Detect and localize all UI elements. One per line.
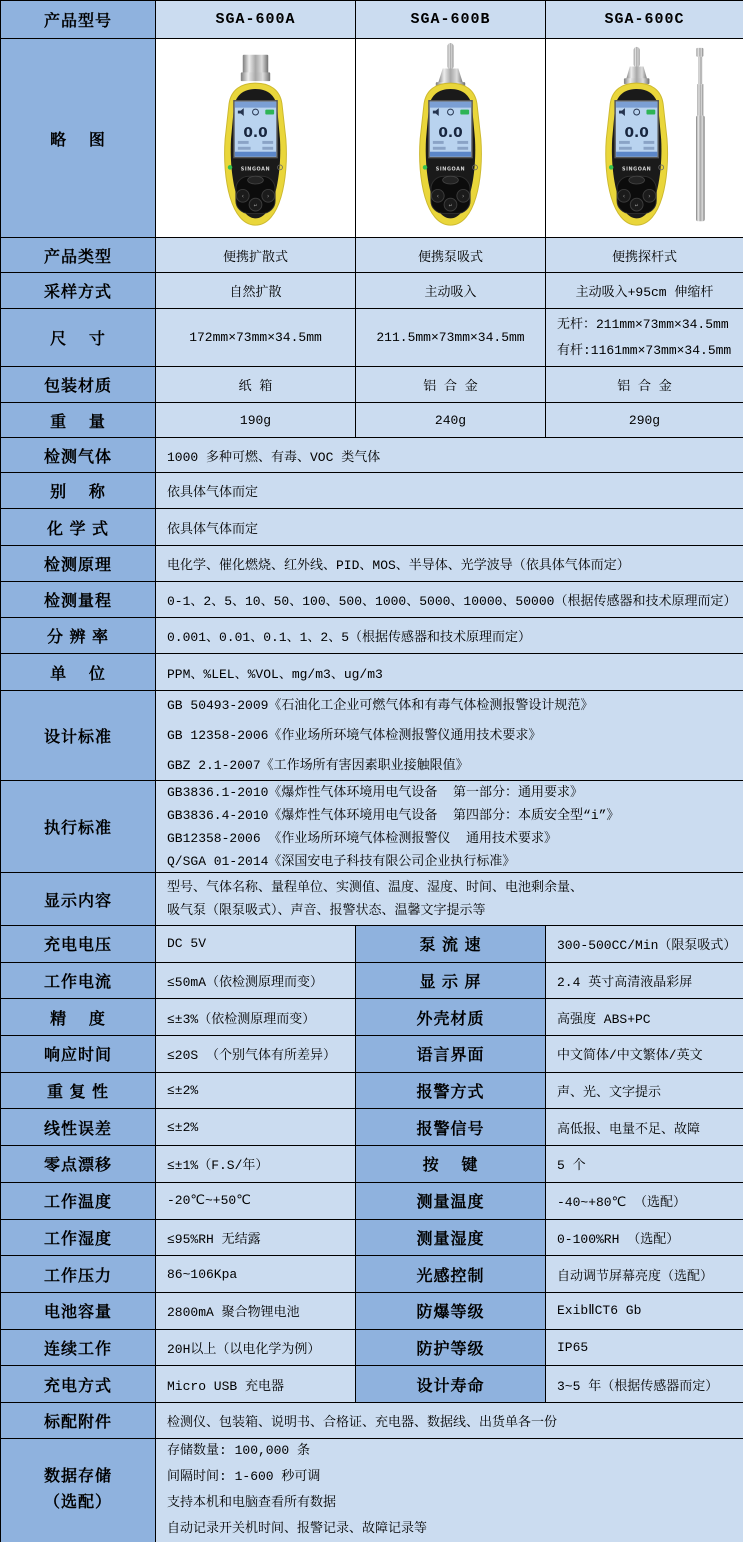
dual-value-2: 300-500CC/Min（限泵吸式） [546,926,743,963]
row-design-standard [1,691,743,781]
row-product-type [1,238,743,273]
device-image-sga-600c [546,39,743,238]
telescopic-rod [696,115,705,221]
header-label: 产品型号 [1,1,156,39]
dual-label-2: 光感控制 [356,1256,546,1293]
value-principle: 电化学、催化燃烧、红外线、PID、MOS、半导体、光学波导（依具体气体而定） [156,546,743,582]
dual-value-1: ≤50mA（依检测原理而变） [156,963,356,1000]
design-standard-line3: GBZ 2.1-2007《工作场所有害因素职业接触限值》 [167,757,469,773]
value-packaging-a: 纸 箱 [156,367,356,403]
value-product-type-b: 便携泵吸式 [356,238,546,273]
dual-label-2: 外壳材质 [356,999,546,1036]
dual-label-1: 零点漂移 [1,1146,156,1183]
dual-spec-row [1,1109,743,1146]
label-display-content: 显示内容 [1,873,156,926]
dual-value-1: DC 5V [156,926,356,963]
label-alias: 别 称 [1,473,156,509]
label-principle: 检测原理 [1,546,156,582]
dual-spec-row [1,1293,743,1330]
device-body [606,83,668,225]
value-size-c-line1: 无杆：211mm×73mm×34.5mm [557,316,729,332]
dual-value-2: 声、光、文字提示 [546,1073,743,1110]
exec-standard-line2: GB3836.4-2010《爆炸性气体环境用电气设备 第四部分：本质安全型“i”》 [167,807,620,823]
data-storage-label-line2: （选配） [43,1494,112,1512]
dual-value-2: 高低报、电量不足、故障 [546,1109,743,1146]
label-product-type: 产品类型 [1,238,156,273]
dual-value-2: 3~5 年（根据传感器而定） [546,1366,743,1403]
status-led [609,165,614,170]
value-data-storage [156,1439,743,1542]
dual-label-1: 精 度 [1,999,156,1036]
device-illustration-B [378,42,523,234]
dual-label-2: 防爆等级 [356,1293,546,1330]
device-screen-value: 0.0 [438,125,463,142]
battery-icon [460,110,469,115]
dual-value-1: ≤95%RH 无结露 [156,1220,356,1257]
data-storage-line3: 支持本机和电脑查看所有数据 [167,1495,337,1511]
value-size-b: 211.5mm×73mm×34.5mm [356,309,546,367]
model-name-a: SGA-600A [156,1,356,39]
value-product-type-c: 便携探杆式 [546,238,743,273]
value-resolution: 0.001、0.01、0.1、1、2、5（根据传感器和技术原理而定） [156,618,743,654]
value-packaging-c: 铝 合 金 [546,367,743,403]
dual-value-2: 5 个 [546,1146,743,1183]
device-screen-value: 0.0 [243,125,268,142]
value-product-type-a: 便携扩散式 [156,238,356,273]
status-led [228,165,233,170]
value-accessories: 检测仪、包装箱、说明书、合格证、充电器、数据线、出货单各一份 [156,1403,743,1439]
row-display-content [1,873,743,926]
dual-label-2: 防护等级 [356,1330,546,1367]
status-led [423,165,428,170]
svg-text:‹: ‹ [241,194,244,201]
label-exec-standard: 执行标准 [1,781,156,873]
sketch-row [1,39,743,238]
value-range: 0-1、2、5、10、50、100、500、1000、5000、10000、50000（根据传感器和技术原理而定） [156,582,743,618]
exec-standard-line3: GB12358-2006 《作业场所环境气体检测报警仪 通用技术要求》 [167,830,558,846]
data-storage-line4: 自动记录开关机时间、报警记录、故障记录等 [167,1521,428,1537]
svg-text:↵: ↵ [634,203,639,210]
svg-text:↵: ↵ [253,203,258,210]
row-data-storage [1,1439,743,1542]
exec-standard-line1: GB3836.1-2010《爆炸性气体环境用电气设备 第一部分：通用要求》 [167,784,584,800]
label-gas: 检测气体 [1,438,156,473]
dual-spec-row [1,1183,743,1220]
value-weight-c: 290g [546,403,743,438]
svg-text:›: › [648,194,651,201]
label-unit: 单 位 [1,654,156,691]
dual-value-1: ≤±2% [156,1109,356,1146]
dual-label-2: 按 键 [356,1146,546,1183]
dual-value-1: ≤20S （个别气体有所差异） [156,1036,356,1073]
device-brand: SINGOAN [435,166,466,173]
dual-value-2: 0-100%RH （选配） [546,1220,743,1257]
row-unit [1,654,743,691]
dual-label-1: 响应时间 [1,1036,156,1073]
dual-label-1: 连续工作 [1,1330,156,1367]
dual-value-1: ≤±3%（依检测原理而变） [156,999,356,1036]
dual-label-1: 充电电压 [1,926,156,963]
row-exec-standard [1,781,743,873]
value-weight-a: 190g [156,403,356,438]
device-brand: SINGOAN [621,166,652,173]
device-brand: SINGOAN [240,166,271,173]
value-size-a: 172mm×73mm×34.5mm [156,309,356,367]
value-unit: PPM、%LEL、%VOL、mg/m3、ug/m3 [156,654,743,691]
value-alias: 依具体气体而定 [156,473,743,509]
dual-value-1: 86~106Kpa [156,1256,356,1293]
dual-label-1: 工作压力 [1,1256,156,1293]
dual-value-2: 中文简体/中文繁体/英文 [546,1036,743,1073]
value-sampling-c: 主动吸入+95cm 伸缩杆 [546,273,743,309]
data-storage-label-line1: 数据存储 [43,1468,112,1486]
dual-value-2: IP65 [546,1330,743,1367]
value-display-content [156,873,743,926]
device-illustration-A [183,42,328,234]
svg-text:‹: ‹ [436,194,439,201]
dual-label-1: 电池容量 [1,1293,156,1330]
dual-label-2: 泵 流 速 [356,926,546,963]
label-formula: 化 学 式 [1,509,156,546]
header-row [1,1,743,39]
dual-value-1: Micro USB 充电器 [156,1366,356,1403]
row-sampling [1,273,743,309]
dual-label-1: 工作电流 [1,963,156,1000]
battery-icon [646,110,655,115]
dual-spec-row [1,1330,743,1367]
dual-spec-row [1,1220,743,1257]
dual-label-1: 充电方式 [1,1366,156,1403]
dual-label-1: 工作湿度 [1,1220,156,1257]
row-packaging [1,367,743,403]
dual-value-1: ≤±1%（F.S/年） [156,1146,356,1183]
data-storage-line1: 存储数量: 100,000 条 [167,1443,311,1459]
display-content-line1: 型号、气体名称、量程单位、实测值、温度、湿度、时间、电池剩余量、 [167,880,584,895]
label-weight: 重 量 [1,403,156,438]
value-weight-b: 240g [356,403,546,438]
row-range [1,582,743,618]
model-name-b: SGA-600B [356,1,546,39]
dual-spec-row [1,1146,743,1183]
dual-value-1: 2800mA 聚合物锂电池 [156,1293,356,1330]
dual-label-2: 测量温度 [356,1183,546,1220]
label-sampling: 采样方式 [1,273,156,309]
row-alias [1,473,743,509]
dual-value-2: 自动调节屏幕亮度（选配） [546,1256,743,1293]
value-size-c-line2: 有杆:1161mm×73mm×34.5mm [557,342,732,358]
label-range: 检测量程 [1,582,156,618]
svg-text:‹: ‹ [622,194,626,201]
dual-label-2: 报警方式 [356,1073,546,1110]
label-accessories: 标配附件 [1,1403,156,1439]
dual-label-1: 线性误差 [1,1109,156,1146]
value-size-c [546,309,743,367]
menu-button [629,176,645,184]
dual-spec-row [1,1256,743,1293]
row-weight [1,403,743,438]
dual-spec-row [1,1036,743,1073]
dual-spec-section [1,926,743,1403]
dual-spec-row [1,963,743,1000]
dual-value-1: 20H以上（以电化学为例） [156,1330,356,1367]
row-size [1,309,743,367]
label-design-standard: 设计标准 [1,691,156,781]
value-formula: 依具体气体而定 [156,509,743,546]
row-accessories [1,1403,743,1439]
device-image-sga-600b [356,39,546,238]
row-gas [1,438,743,473]
device-body [420,83,482,225]
exec-standard-line4: Q/SGA 01-2014《深国安电子科技有限公司企业执行标准》 [167,853,516,869]
label-resolution: 分 辨 率 [1,618,156,654]
row-formula [1,509,743,546]
label-packaging: 包装材质 [1,367,156,403]
model-name-c: SGA-600C [546,1,743,39]
dual-value-2: 2.4 英寸高清液晶彩屏 [546,963,743,1000]
value-gas: 1000 多种可燃、有毒、VOC 类气体 [156,438,743,473]
dual-spec-row [1,1073,743,1110]
dual-value-1: -20℃~+50℃ [156,1183,356,1220]
value-exec-standard [156,781,743,873]
dual-value-2: 高强度 ABS+PC [546,999,743,1036]
dual-label-2: 语言界面 [356,1036,546,1073]
telescopic-rod-tip [696,48,703,57]
menu-button [248,176,264,184]
svg-text:›: › [462,194,465,201]
value-design-standard [156,691,743,781]
value-sampling-a: 自然扩散 [156,273,356,309]
dual-label-1: 重 复 性 [1,1073,156,1110]
display-content-line2: 吸气泵（限泵吸式）、声音、报警状态、温馨文字提示等 [167,903,486,918]
dual-spec-row [1,999,743,1036]
device-illustration-C [572,42,717,234]
dual-label-2: 测量湿度 [356,1220,546,1257]
sketch-label: 略 图 [1,39,156,238]
menu-button [443,176,459,184]
row-principle [1,546,743,582]
dual-value-2: -40~+80℃ （选配） [546,1183,743,1220]
dual-label-2: 报警信号 [356,1109,546,1146]
design-standard-line2: GB 12358-2006《作业场所环境气体检测报警仪通用技术要求》 [167,727,542,743]
device-screen-value: 0.0 [624,125,649,142]
dual-value-1: ≤±2% [156,1073,356,1110]
dual-spec-row [1,1366,743,1403]
label-size: 尺 寸 [1,309,156,367]
value-packaging-b: 铝 合 金 [356,367,546,403]
dual-spec-row [1,926,743,963]
label-data-storage [1,1439,156,1542]
design-standard-line1: GB 50493-2009《石油化工企业可燃气体和有毒气体检测报警设计规范》 [167,697,594,713]
dual-label-2: 显 示 屏 [356,963,546,1000]
battery-icon [265,110,274,115]
svg-text:↵: ↵ [448,203,453,210]
row-resolution [1,618,743,654]
device-image-sga-600a [156,39,356,238]
dual-label-2: 设计寿命 [356,1366,546,1403]
dual-label-1: 工作温度 [1,1183,156,1220]
device-body [225,83,287,225]
value-sampling-b: 主动吸入 [356,273,546,309]
dual-value-2: ExibⅡCT6 Gb [546,1293,743,1330]
data-storage-line2: 间隔时间: 1-600 秒可调 [167,1469,321,1485]
svg-text:›: › [267,194,270,201]
